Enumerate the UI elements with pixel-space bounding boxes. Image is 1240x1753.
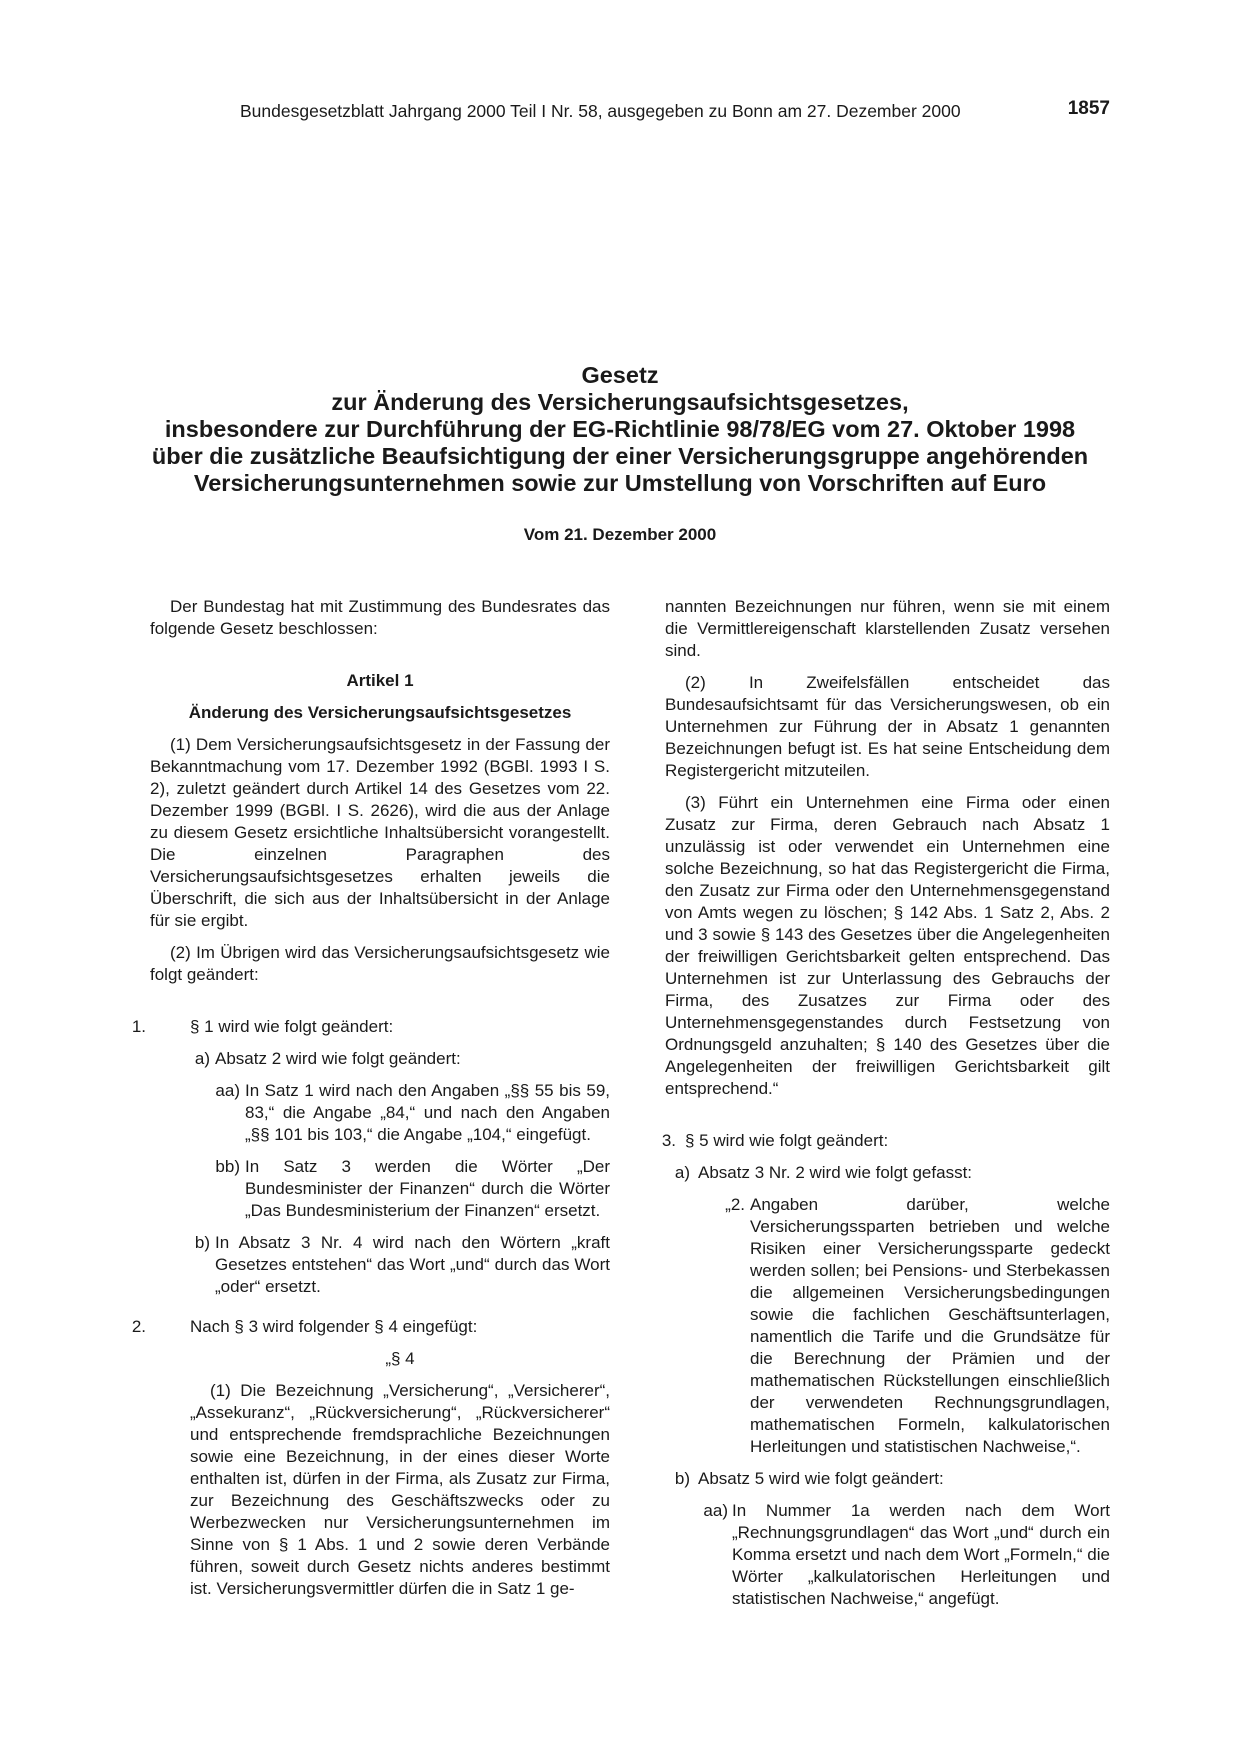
list-item — [150, 1156, 610, 1222]
list-item — [150, 1232, 610, 1298]
item-text: Nach § 3 wird folgender § 4 eingefügt: — [190, 1317, 478, 1336]
title-line: zur Änderung des Versicherungsaufsichtsgesetzes, — [331, 389, 909, 415]
item-text: Absatz 3 Nr. 2 wird wie folgt gefasst: — [698, 1163, 973, 1182]
list-item — [150, 1048, 610, 1070]
item-number: aa) — [215, 1081, 240, 1100]
paragraph-1: (1) Dem Versicherungsaufsichtsgesetz in der Fassung der Bekanntmachung vom 17. Dezember 1992 (BGBl. 1993 I S. 2), zuletzt geändert durch Artikel 14 des Gesetzes vom 22. Dezember 1999 (BGBl. I S. 2626), wird die aus der Anlage zu diesem Gesetz ersichtliche Inhaltsübersicht vorangestellt. Die einzelnen Paragraphen des Versicherungsaufsichtsgesetzes erhalten jeweils die Überschrift, die sich aus der Inhaltsübersicht in der Anlage für sie ergibt. — [150, 735, 610, 930]
right-column — [650, 596, 1110, 1610]
item-number: 2. — [131, 1317, 146, 1336]
list-item — [131, 1316, 610, 1338]
item-number: b) — [194, 1233, 210, 1252]
item-number: 3. — [661, 1131, 676, 1150]
list-item — [150, 1080, 610, 1146]
item-text: Absatz 5 wird wie folgt geändert: — [698, 1469, 944, 1488]
page-number: 1857 — [1067, 98, 1110, 119]
item-number: bb) — [215, 1157, 240, 1176]
list-item — [650, 1500, 1110, 1610]
item-number: a) — [194, 1049, 210, 1068]
list-item — [131, 1016, 610, 1038]
list-item — [650, 1130, 1110, 1152]
law-date: Vom 21. Dezember 2000 — [523, 525, 717, 544]
list-item — [650, 1194, 1110, 1458]
list-item — [650, 1162, 1110, 1184]
item-text: In Satz 1 wird nach den Angaben „§§ 55 bis 59, 83,“ die Angabe „84,“ und nach den Angaben „§§ 101 bis 103,“ die Angabe „104,“ eingefügt. — [245, 1081, 610, 1144]
item-text: Absatz 2 wird wie folgt geändert: — [215, 1049, 461, 1068]
section-paragraph: (3) Führt ein Unternehmen eine Firma oder einen Zusatz zur Firma, deren Gebrauch nach Absatz 1 unzulässig ist oder verwendet ein Unternehmen eine solche Bezeichnung, so hat das Registergericht die Firma, den Zusatz zur Firma oder den Unternehmensgegenstand von Amts wegen zu löschen; § 142 Abs. 1 Satz 2, Abs. 2 und 3 sowie § 143 des Gesetzes über die Angelegenheiten der freiwilligen Gerichtsbarkeit gelten entsprechend. Das Unternehmen ist zur Unterlassung des Gebrauchs der Firma, des Zusatzes zur Firma oder des Unternehmensgegenstandes durch Festsetzung von Ordnungsgeld anzuhalten; § 140 des Gesetzes über die Angelegenheiten der freiwilligen Gerichtsbarkeit gilt entsprechend.“ — [665, 793, 1110, 1098]
item-text: Angaben darüber, welche Versicherungssparten betrieben und welche Risiken einer Versicherungssparte gedeckt werden sollen; bei Pensions- und Sterbekassen die allgemeinen Versicherungsbedingungen sowie die fachlichen Geschäftsunterlagen, namentlich die Tarife und die Grundsätze für die Berechnung der Prämien und der mathematischen Rückstellungen einschließlich der verwendeten Rechnungsgrundlagen, mathematischen Formeln, kalkulatorischen Herleitungen und statistischen Nachweise,“. — [750, 1195, 1110, 1456]
item-number: aa) — [703, 1501, 728, 1520]
section-heading: „§ 4 — [385, 1349, 415, 1368]
title-line: Versicherungsunternehmen sowie zur Umstellung von Vorschriften auf Euro — [193, 470, 1047, 496]
section-paragraph: (1) Die Bezeichnung „Versicherung“, „Versicherer“, „Assekuranz“, „Rückversicherung“, „Rückversicherer“ und entsprechende fremdsprachliche Bezeichnungen sowie eine Bezeichnung, in der eines dieser Worte enthalten ist, dürfen in der Firma, als Zusatz zur Firma, zur Bezeichnung des Geschäftszwecks oder zu Werbezwecken nur Versicherungsunternehmen im Sinne von § 1 Abs. 1 und 2 sowie deren Verbände führen, soweit durch Gesetz nichts anderes bestimmt ist. Versicherungsvermittler dürfen die in Satz 1 ge- — [190, 1381, 610, 1598]
item-number: b) — [674, 1469, 690, 1488]
section-paragraph: nannten Bezeichnungen nur führen, wenn sie mit einem die Vermittlereigenschaft klarstellenden Zusatz versehen sind. — [665, 597, 1110, 660]
running-header — [240, 100, 1110, 122]
item-text: In Satz 3 werden die Wörter „Der Bundesminister der Finanzen“ durch die Wörter „Das Bundesministerium der Finanzen“ ersetzt. — [245, 1157, 610, 1220]
item-number: 1. — [131, 1017, 146, 1036]
quoted-section-continued — [650, 596, 1110, 1100]
article-subheading: Änderung des Versicherungsaufsichtsgesetzes — [188, 703, 572, 722]
running-title: Bundesgesetzblatt Jahrgang 2000 Teil I Nr. 58, ausgegeben zu Bonn am 27. Dezember 2000 — [240, 101, 961, 121]
item-text: § 5 wird wie folgt geändert: — [685, 1131, 889, 1150]
law-title — [120, 362, 1120, 497]
quoted-section — [150, 1348, 610, 1600]
section-paragraph: (2) In Zweifelsfällen entscheidet das Bundesaufsichtsamt für das Versicherungswesen, ob ein Unternehmen zur Führung der in Absatz 1 genannten Bezeichnungen befugt ist. Es hat seine Entscheidung dem Registergericht mitzuteilen. — [665, 673, 1110, 780]
item-text: § 1 wird wie folgt geändert: — [190, 1017, 394, 1036]
item-text: In Nummer 1a werden nach dem Wort „Rechnungsgrundlagen“ das Wort „und“ durch ein Komma ersetzt und nach dem Wort „Formeln,“ die Wörter „kalkulatorischen Herleitungen und statistischen Nachweise,“ angefügt. — [732, 1501, 1110, 1608]
title-line: insbesondere zur Durchführung der EG-Richtlinie 98/78/EG vom 27. Oktober 1998 — [164, 416, 1076, 442]
title-line: über die zusätzliche Beaufsichtigung der einer Versicherungsgruppe angehörenden — [151, 443, 1089, 469]
intro-paragraph: Der Bundestag hat mit Zustimmung des Bundesrates das folgende Gesetz beschlossen: — [150, 597, 610, 638]
title-line: Gesetz — [581, 362, 659, 388]
article-heading: Artikel 1 — [346, 671, 414, 690]
list-item — [650, 1468, 1110, 1490]
left-column — [131, 596, 610, 1600]
item-number: „2. — [725, 1195, 745, 1214]
item-text: In Absatz 3 Nr. 4 wird nach den Wörtern „kraft Gesetzes entstehen“ das Wort „und“ durch das Wort „oder“ ersetzt. — [215, 1233, 610, 1296]
paragraph-2: (2) Im Übrigen wird das Versicherungsaufsichtsgesetz wie folgt geändert: — [150, 943, 610, 984]
item-number: a) — [674, 1163, 690, 1182]
